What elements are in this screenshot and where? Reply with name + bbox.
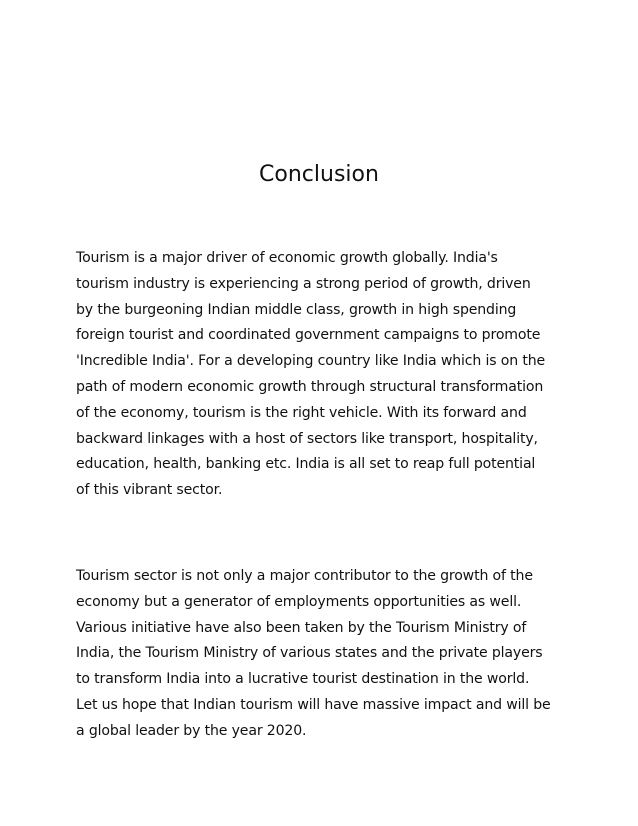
paragraph-2: Tourism sector is not only a major contributor to the growth of the economy but a generator of employments opportunities as well. Various initiative have also been taken by the Tourism Ministry of India, the Tourism Ministry of various states and the private players to transform India into a lucrative tourist destination in the world. Let us hope that Indian tourism will have massive impact and will be a global leader by the year 2020.	[76, 568, 551, 739]
paragraph-1: Tourism is a major driver of economic growth globally. India's tourism industry is experiencing a strong period of growth, driven by the burgeoning Indian middle class, growth in high spending foreign tourist and coordinated government campaigns to promote 'Incredible India'. For a developing country like India which is on the path of modern economic growth through structural transformation of the economy, tourism is the right vehicle. With its forward and backward linkages with a host of sectors like transport, hospitality, education, health, banking etc. India is all set to reap full potential of this vibrant sector.	[76, 250, 546, 499]
page-title: Conclusion	[259, 162, 379, 187]
